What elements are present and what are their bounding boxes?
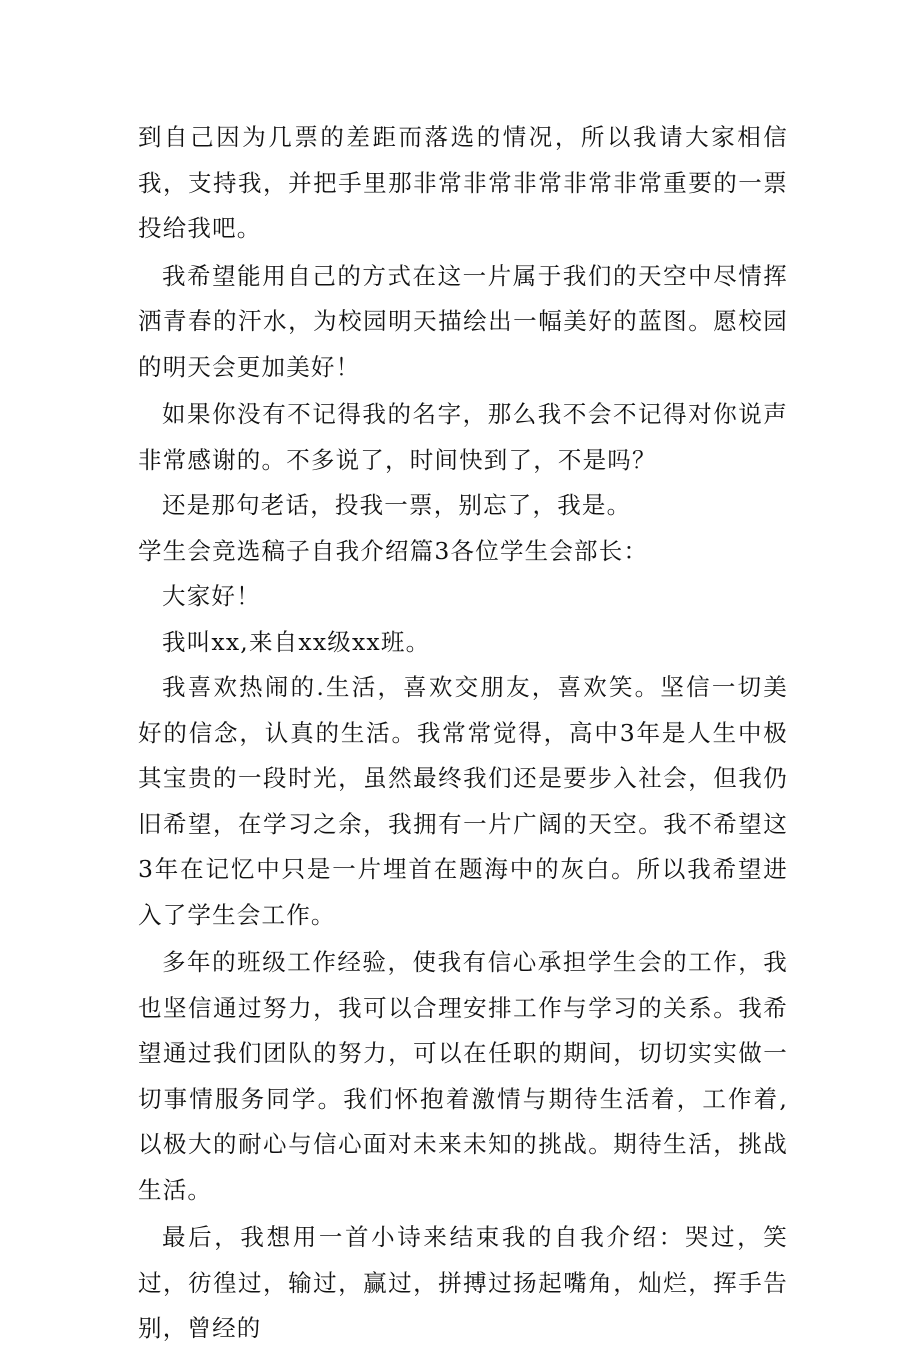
- paragraph-3: 如果你没有不记得我的名字，那么我不会不记得对你说声非常感谢的。不多说了，时间快到了，不是吗？: [138, 400, 788, 474]
- paragraph-6: 多年的班级工作经验，使我有信心承担学生会的工作，我也坚信通过努力，我可以合理安排工作与学习的关系。我希望通过我们团队的努力，可以在任职的期间，切切实实做一切事情服务同学。我们怀抱着激情与期待生活着，工作着,以极大的耐心与信心面对未来未知的挑战。期待生活，挑战生活。: [138, 948, 788, 1204]
- paragraph-intro: 我叫xx,来自xx级xx班。: [162, 627, 431, 656]
- paragraph-7: 最后，我想用一首小诗来结束我的自我介绍：哭过，笑过，彷徨过，输过，赢过，拼搏过扬起嘴角，灿烂，挥手告别，曾经的: [138, 1223, 788, 1342]
- greeting: 大家好！: [162, 582, 261, 610]
- section-heading: 学生会竞选稿子自我介绍篇3各位学生会部长：: [138, 536, 649, 565]
- paragraph-1: 到自己因为几票的差距而落选的情况，所以我请大家相信我，支持我，并把手里那非常非常非常非常非常重要的一票投给我吧。: [138, 123, 788, 242]
- paragraph-4: 还是那句老话，投我一票，别忘了，我是。: [162, 491, 632, 519]
- document-body: [138, 115, 788, 1352]
- paragraph-2: 我希望能用自己的方式在这一片属于我们的天空中尽情挥洒青春的汗水，为校园明天描绘出一幅美好的蓝图。愿校园的明天会更加美好！: [138, 261, 788, 381]
- paragraph-5: 我喜欢热闹的.生活，喜欢交朋友，喜欢笑。坚信一切美好的信念，认真的生活。我常常觉得，高中3年是人生中极其宝贵的一段时光，虽然最终我们还是要步入社会，但我仍旧希望，在学习之余，我拥有一片广阔的天空。我不希望这3年在记忆中只是一片埋首在题海中的灰白。所以我希望进入了学生会工作。: [138, 673, 788, 929]
